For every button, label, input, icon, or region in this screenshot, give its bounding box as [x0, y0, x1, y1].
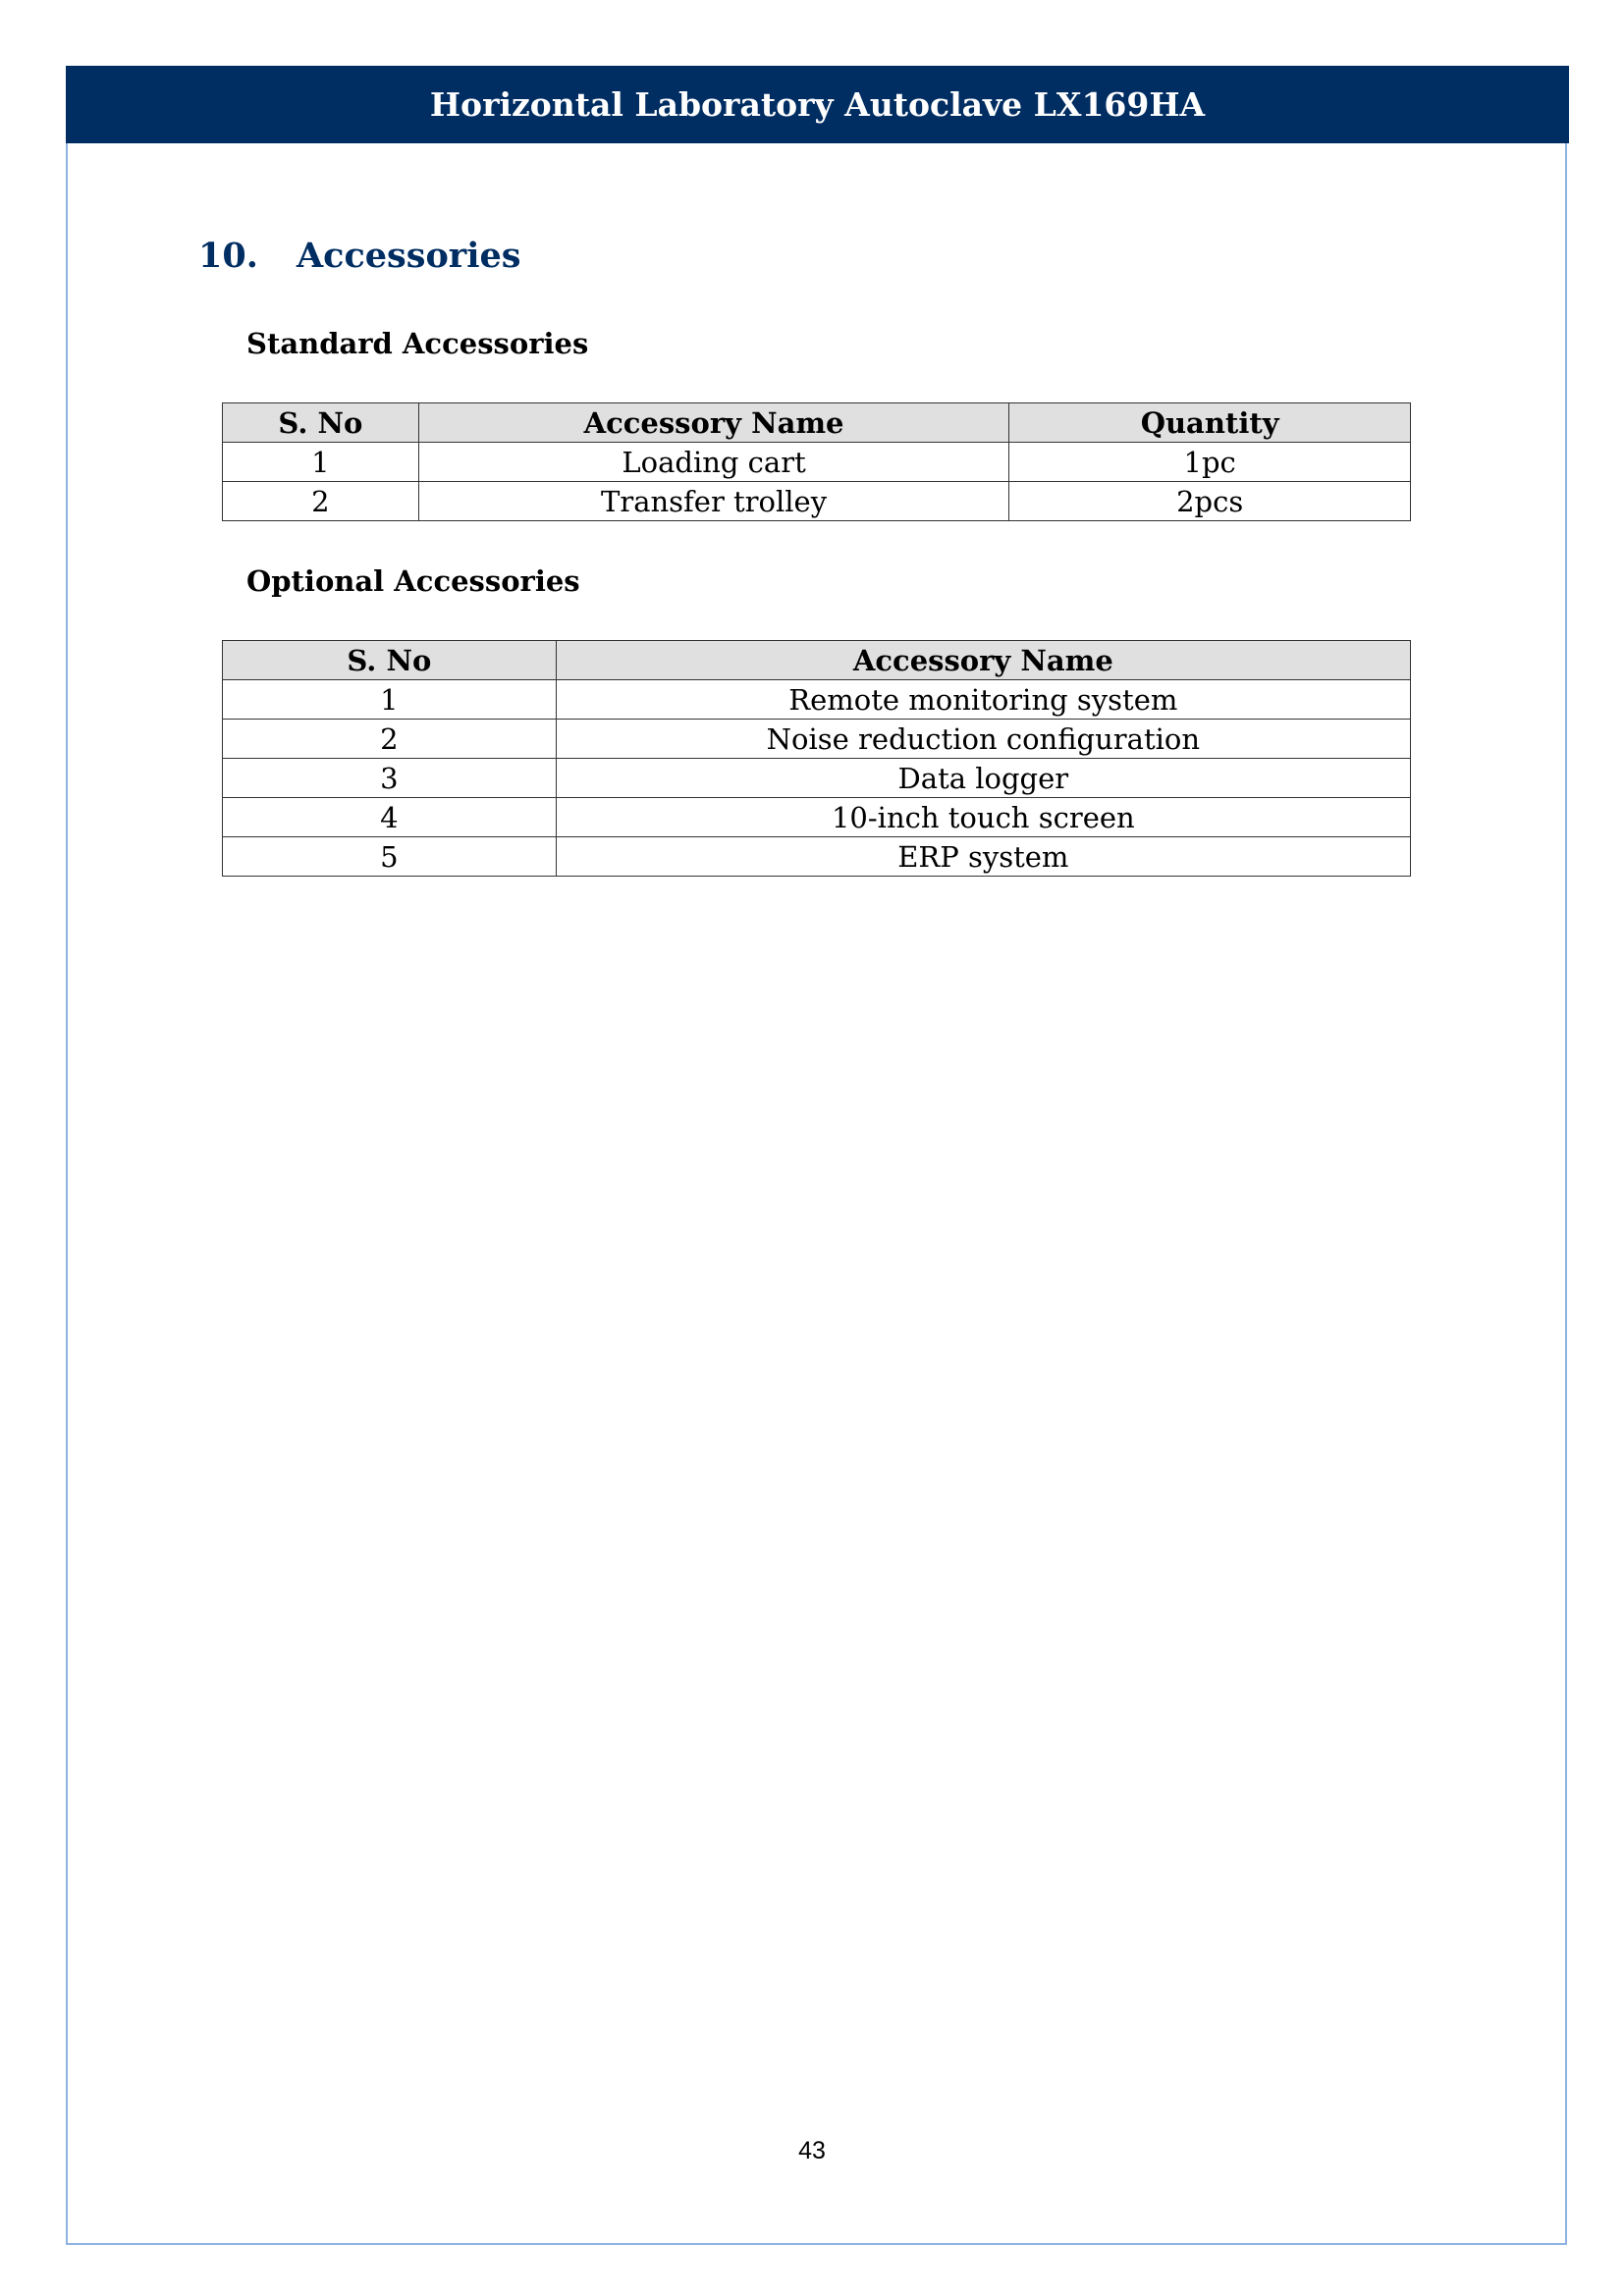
document-header: [66, 66, 1569, 143]
cell-sno: 5: [223, 837, 557, 877]
cell-accessory-name: 10-inch touch screen: [556, 798, 1410, 837]
optional-accessories-heading: Optional Accessories: [246, 564, 580, 598]
page-frame: [66, 66, 1567, 2245]
cell-sno: 1: [223, 443, 419, 482]
table-row: [223, 680, 1411, 720]
cell-sno: 2: [223, 482, 419, 521]
cell-accessory-name: Data logger: [556, 759, 1410, 798]
column-header-quantity: Quantity: [1009, 403, 1411, 443]
page-number: 43: [798, 2137, 826, 2164]
cell-sno: 1: [223, 680, 557, 720]
table-row: [223, 720, 1411, 759]
cell-sno: 3: [223, 759, 557, 798]
table-row: [223, 837, 1411, 877]
table-row: [223, 443, 1411, 482]
cell-quantity: 1pc: [1009, 443, 1411, 482]
section-heading: [198, 236, 521, 276]
document-title: Horizontal Laboratory Autoclave LX169HA: [429, 85, 1206, 124]
standard-accessories-heading: Standard Accessories: [246, 327, 589, 360]
table-row: [223, 798, 1411, 837]
optional-accessories-table: [222, 640, 1411, 877]
section-title: Accessories: [297, 236, 521, 276]
column-header-accessory-name: Accessory Name: [418, 403, 1008, 443]
table-row: [223, 759, 1411, 798]
table-row: [223, 482, 1411, 521]
column-header-sno: S. No: [223, 403, 419, 443]
cell-accessory-name: Transfer trolley: [418, 482, 1008, 521]
standard-accessories-table: [222, 402, 1411, 521]
section-number: 10.: [198, 236, 258, 276]
cell-sno: 4: [223, 798, 557, 837]
table-header-row: [223, 641, 1411, 680]
cell-sno: 2: [223, 720, 557, 759]
cell-accessory-name: Noise reduction configuration: [556, 720, 1410, 759]
column-header-accessory-name: Accessory Name: [556, 641, 1410, 680]
column-header-sno: S. No: [223, 641, 557, 680]
cell-accessory-name: Remote monitoring system: [556, 680, 1410, 720]
table-header-row: [223, 403, 1411, 443]
cell-accessory-name: ERP system: [556, 837, 1410, 877]
cell-quantity: 2pcs: [1009, 482, 1411, 521]
cell-accessory-name: Loading cart: [418, 443, 1008, 482]
